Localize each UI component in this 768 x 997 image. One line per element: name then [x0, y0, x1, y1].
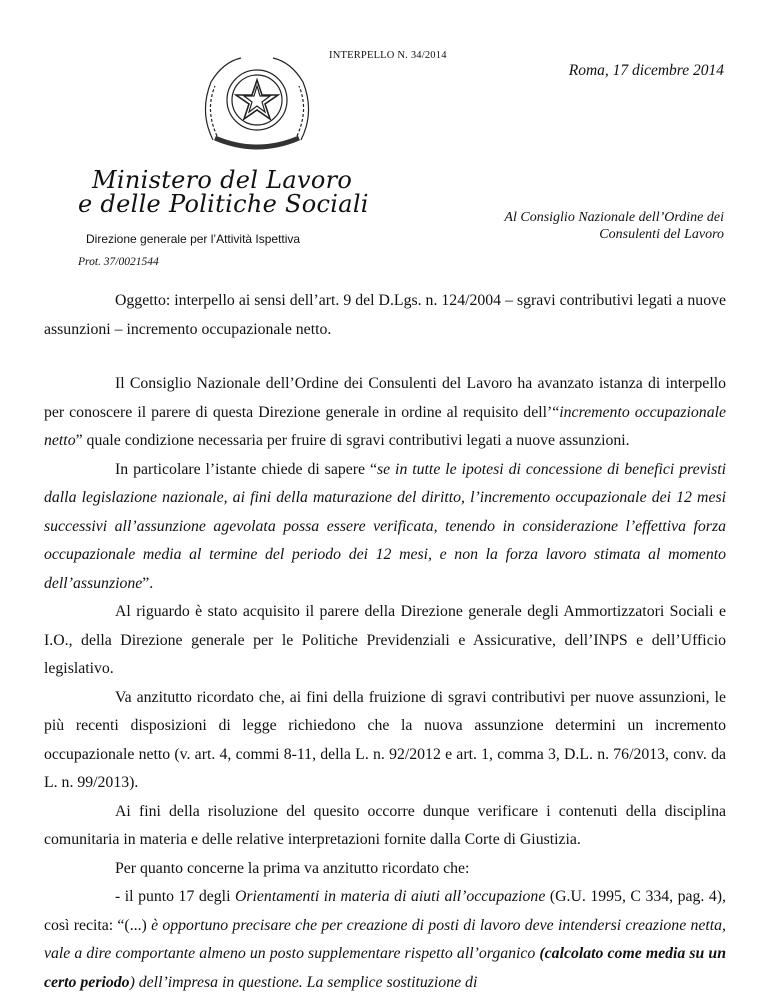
p7-bold: (calcolato come media su un certo periodo — [44, 945, 726, 991]
ministry-name-line1: Ministero del Lavoro — [92, 166, 353, 194]
p2-italic: se in tutte le ipotesi di concessione di benefici previsti dalla legislazione nazionale, ai fini della maturazione del diritto, l’incremento occupazionale dei 12 mesi successivi all’assunzione agevolata possa essere verificata, tenendo in considerazione l’effettiva forza occupazionale media al termine del periodo dei 12 mesi, e non la forza lavoro stimata al momento dell’assunzione — [44, 460, 726, 592]
recipient-block — [424, 209, 724, 243]
ministry-name-line2: e delle Politiche Sociali — [78, 190, 369, 218]
paragraph-2 — [44, 456, 726, 599]
letter-body — [44, 287, 726, 997]
p2-text-b: ”. — [142, 574, 154, 592]
italian-republic-emblem — [193, 52, 321, 156]
p1-italic: incremento occupazionale netto — [44, 403, 726, 449]
protocol-number: Prot. 37/0021544 — [78, 256, 159, 268]
document-date: Roma, 17 dicembre 2014 — [568, 62, 724, 79]
paragraph-5: Ai fini della risoluzione del quesito occorre dunque verificare i contenuti della disciplina comunitaria in materia e delle relative interpretazioni fornite dalla Corte di Giustizia. — [44, 802, 726, 848]
paragraph-3: Al riguardo è stato acquisito il parere della Direzione generale degli Ammortizzatori Sociali e I.O., della Direzione generale per le Politiche Previdenziali e Assicurative, dell’INPS e dell’Ufficio legislativo. — [44, 603, 726, 677]
paragraph-6: Per quanto concerne la prima va anzitutto ricordato che: — [115, 859, 470, 877]
interpello-number: INTERPELLO N. 34/2014 — [329, 50, 447, 61]
recipient-line2: Consulenti del Lavoro — [599, 227, 724, 242]
paragraph-7 — [44, 883, 726, 997]
p7-italic-2: è opportuno precisare che per creazione di posti di lavoro deve intendersi creazione netta, vale a dire comportante almeno un posto supplementare rispetto all’organico — [44, 916, 727, 962]
direzione-label: Direzione generale per l’Attività Ispettiva — [86, 232, 301, 246]
p1-text-b: ” quale condizione necessaria per fruire di sgravi contributivi legati a nuove assunzioni. — [75, 432, 630, 449]
paragraph-1 — [44, 370, 726, 456]
paragraph-4: Va anzitutto ricordato che, ai fini della fruizione di sgravi contributivi per nuove assunzioni, le più recenti disposizioni di legge richiedono che la nuova assunzione determini un incremento occupazionale netto (v. art. 4, commi 8-11, della L. n. 92/2012 e art. 1, comma 3, D.L. n. 76/2013, conv. da L. n. 99/2013). — [44, 688, 726, 791]
p7-text-a: - il punto 17 degli — [115, 888, 235, 905]
subject-paragraph: Oggetto: interpello ai sensi dell’art. 9 del D.Lgs. n. 124/2004 – sgravi contributivi legati a nuove assunzioni – incremento occupazionale netto. — [44, 292, 726, 338]
p7-text-b: (G.U. 1995, C 334, pag. 4), così recita: “(...) — [44, 888, 727, 934]
p1-text-a: Il Consiglio Nazionale dell’Ordine dei Consulenti del Lavoro ha avanzato istanza di interpello per conoscere il parere di questa Direzione generale in ordine al requisito dell’“ — [44, 375, 726, 421]
p7-italic-3: ) dell’impresa in questione. La semplice sostituzione di — [129, 973, 478, 991]
p2-text-a: In particolare l’istante chiede di sapere “ — [115, 460, 377, 478]
recipient-line1: Al Consiglio Nazionale dell’Ordine dei — [504, 210, 724, 225]
p7-italic-1: Orientamenti in materia di aiuti all’occupazione — [234, 888, 546, 905]
